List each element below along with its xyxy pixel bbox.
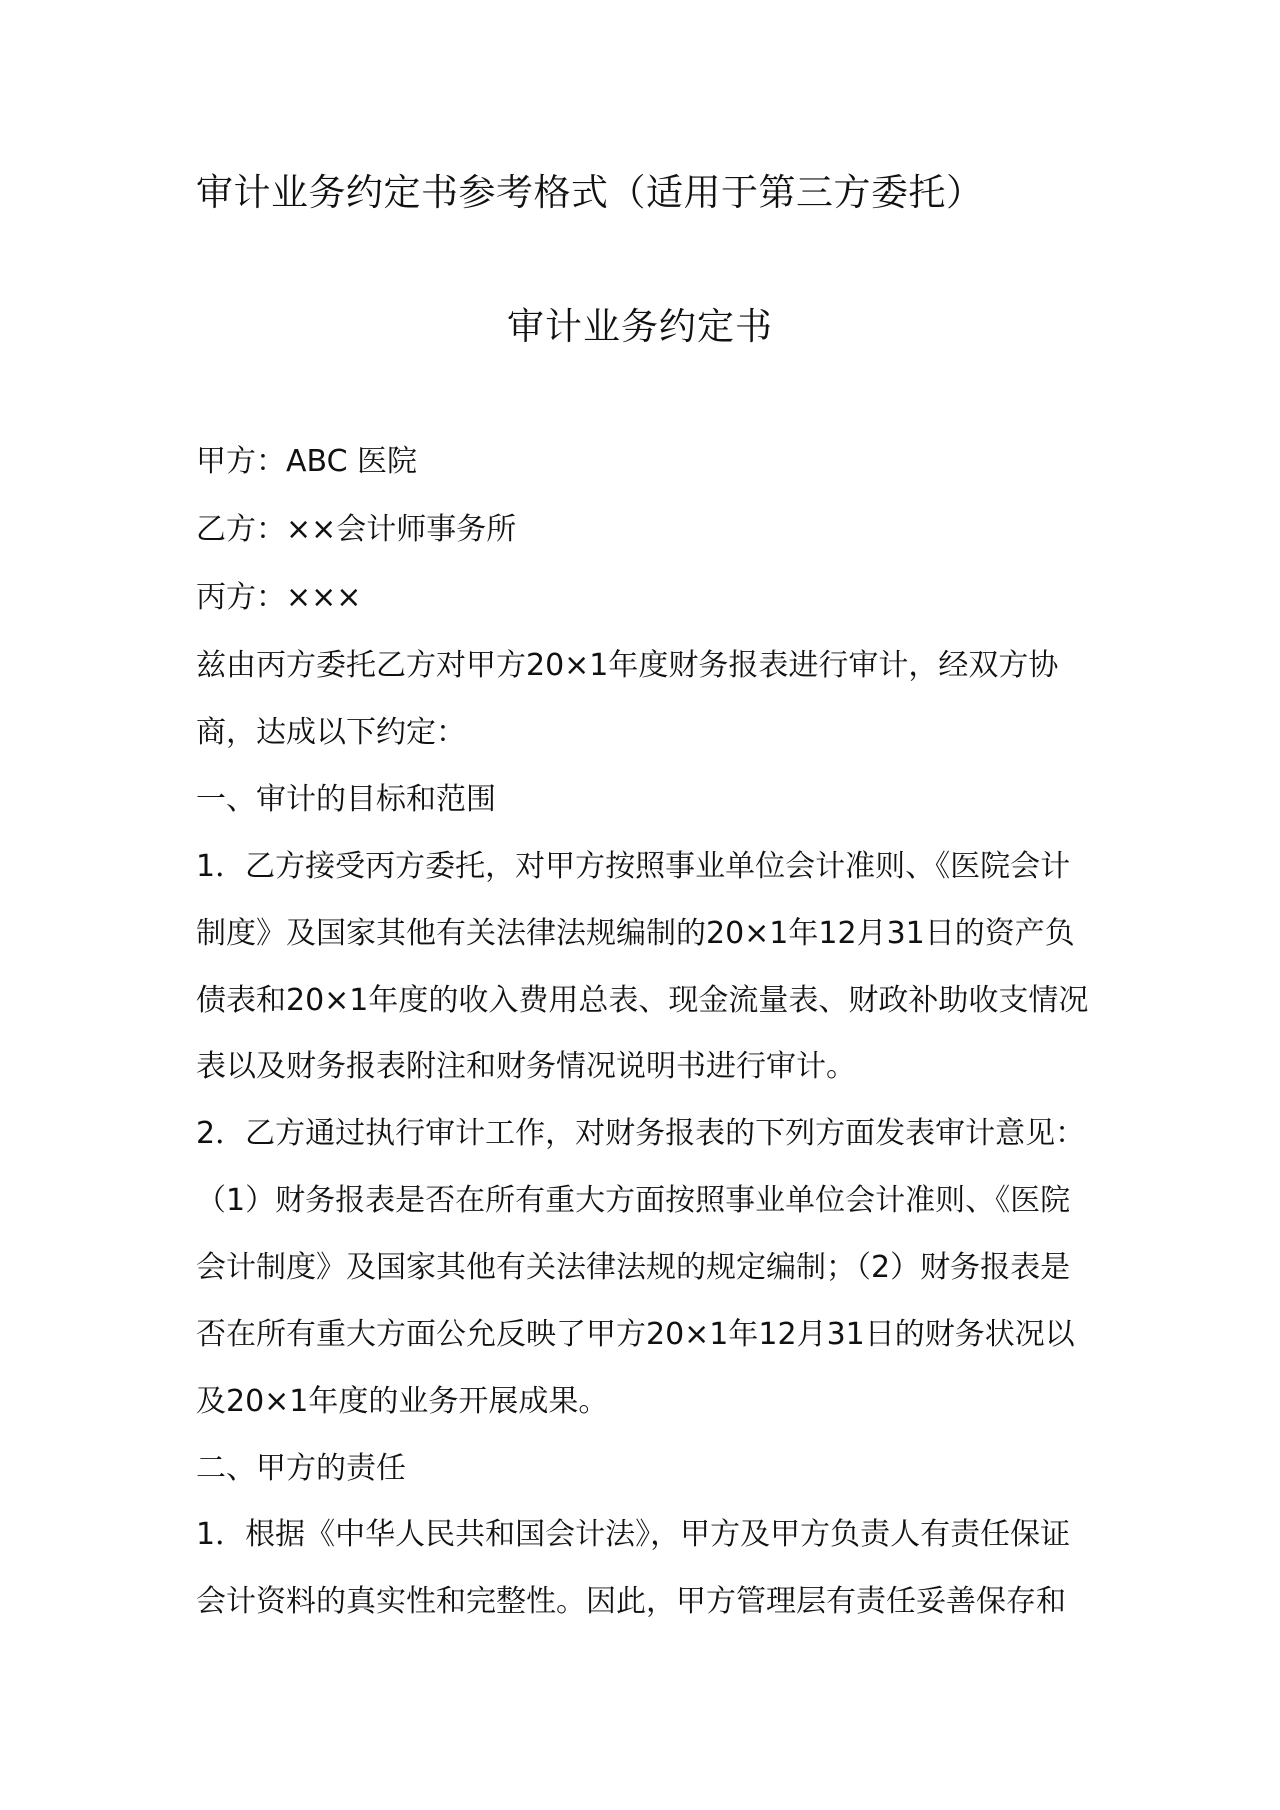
- party-c-line: 丙方：×××: [196, 580, 362, 615]
- party-b-line: 乙方：××会计师事务所: [196, 512, 517, 547]
- body-line: 会计资料的真实性和完整性。因此，甲方管理层有责任妥善保存和: [196, 1584, 1066, 1619]
- body-line: 1．根据《中华人民共和国会计法》，甲方及甲方负责人有责任保证: [196, 1517, 1071, 1552]
- body-line: 兹由丙方委托乙方对甲方20×1年度财务报表进行审计，经双方协: [196, 648, 1059, 683]
- party-a-line: 甲方：ABC 医院: [196, 444, 418, 479]
- document-title: 审计业务约定书参考格式（适用于第三方委托）: [196, 171, 984, 214]
- body-line: 2．乙方通过执行审计工作，对财务报表的下列方面发表审计意见：: [196, 1116, 1086, 1151]
- body-line: （1）财务报表是否在所有重大方面按照事业单位会计准则、《医院: [196, 1183, 1071, 1218]
- body-line: 否在所有重大方面公允反映了甲方20×1年12月31日的财务状况以: [196, 1317, 1075, 1352]
- document-subtitle: 审计业务约定书: [507, 305, 773, 348]
- body-line: 债表和20×1年度的收入费用总表、现金流量表、财政补助收支情况: [196, 983, 1089, 1018]
- body-line: 商，达成以下约定：: [196, 715, 466, 750]
- body-line: 1．乙方接受丙方委托，对甲方按照事业单位会计准则、《医院会计: [196, 849, 1071, 884]
- body-line: 表以及财务报表附注和财务情况说明书进行审计。: [196, 1049, 856, 1084]
- body-line: 及20×1年度的业务开展成果。: [196, 1384, 609, 1419]
- body-line: 制度》及国家其他有关法律法规编制的20×1年12月31日的资产负: [196, 916, 1075, 951]
- section-heading: 二、甲方的责任: [196, 1451, 406, 1486]
- body-line: 会计制度》及国家其他有关法律法规的规定编制；（2）财务报表是: [196, 1250, 1071, 1285]
- section-heading: 一、审计的目标和范围: [196, 782, 496, 817]
